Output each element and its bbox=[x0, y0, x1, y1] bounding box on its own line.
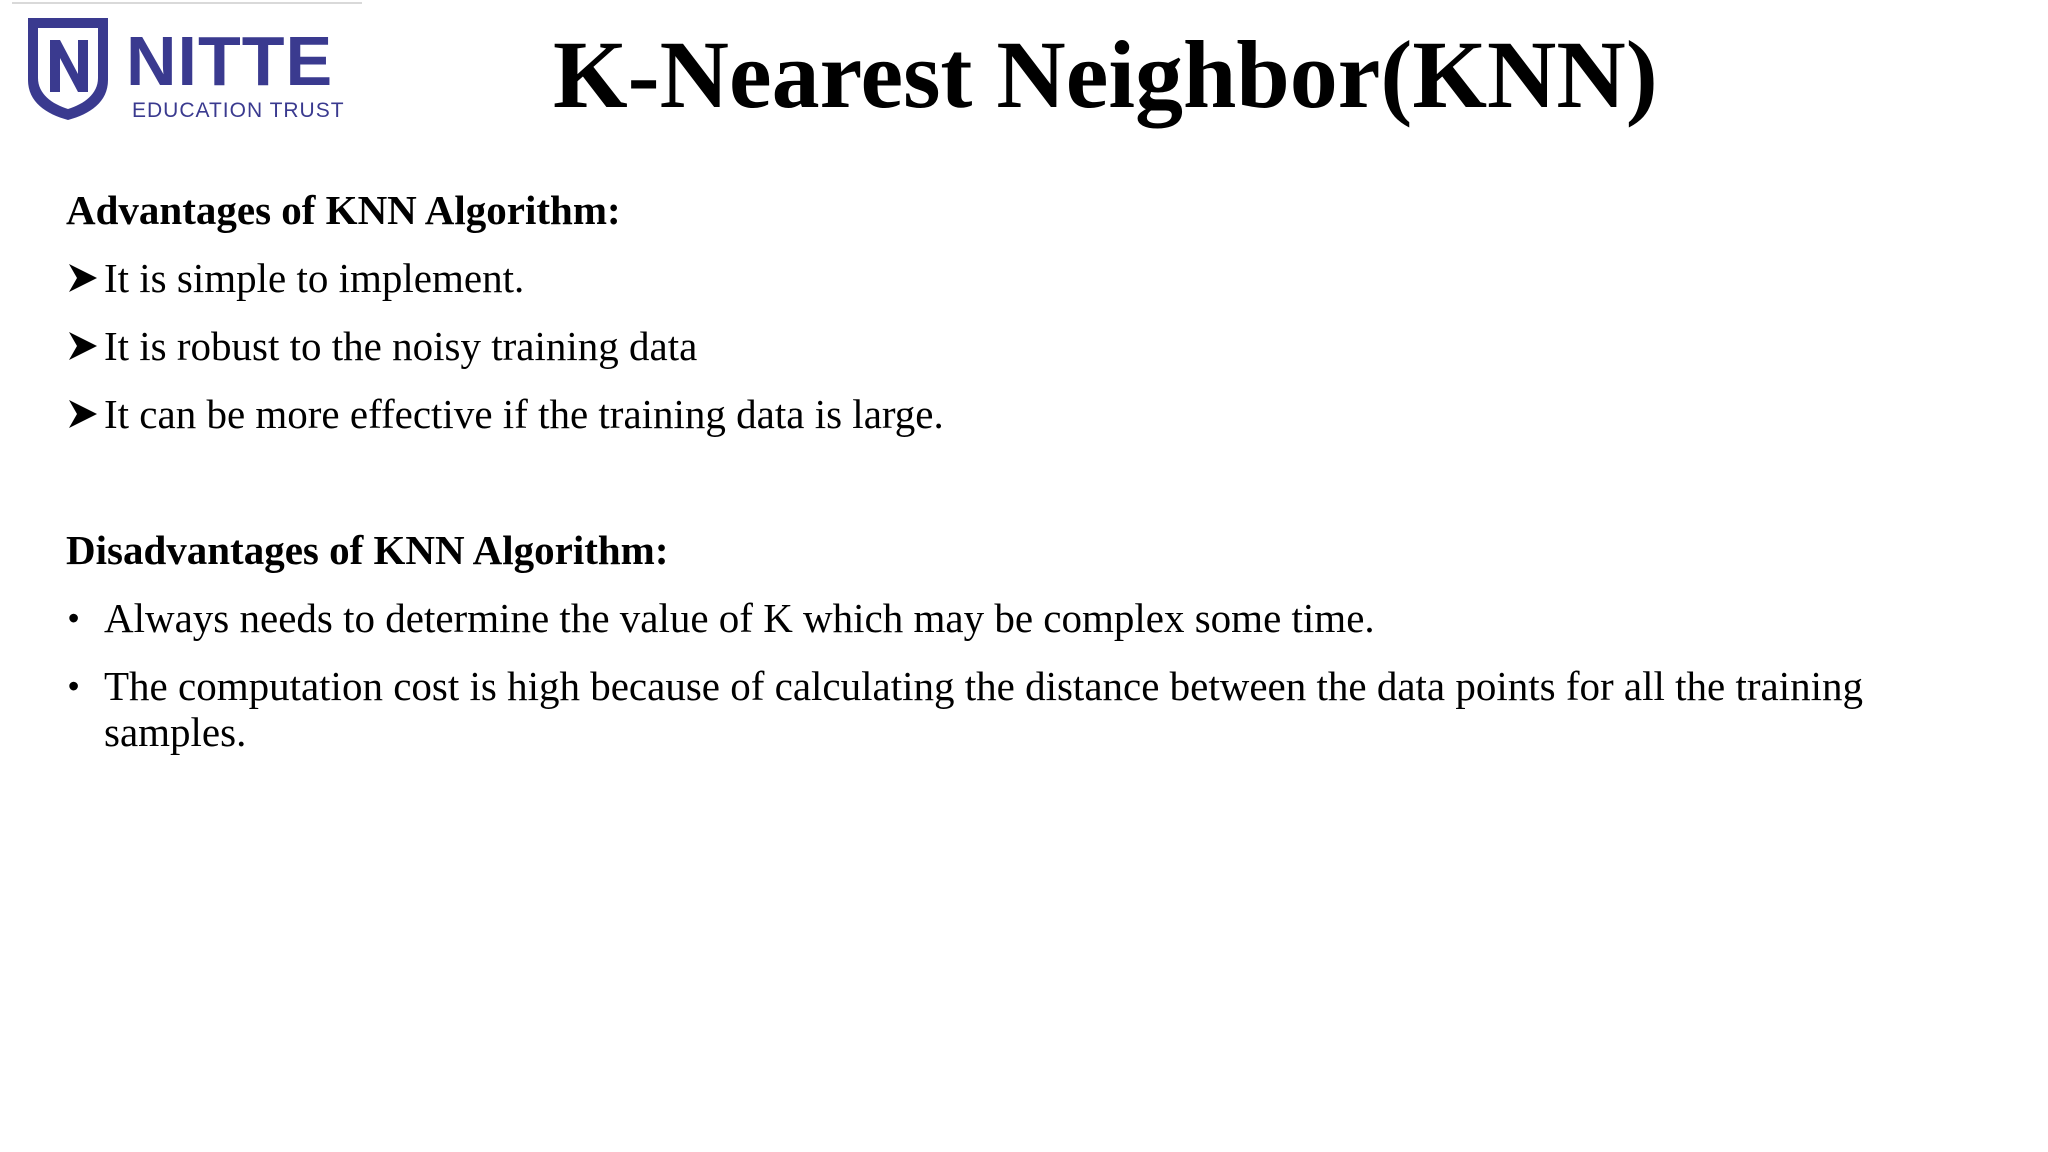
nitte-logo bbox=[12, 2, 362, 130]
disadvantages-heading: Disadvantages of KNN Algorithm: bbox=[66, 527, 669, 573]
advantage-item bbox=[66, 323, 1996, 369]
disadvantage-item bbox=[66, 595, 1996, 641]
advantage-text: It is simple to implement. bbox=[104, 255, 525, 301]
advantage-text: It is robust to the noisy training data bbox=[104, 323, 698, 369]
bullet-marker: • bbox=[68, 668, 80, 704]
advantage-text: It can be more effective if the training data is large. bbox=[104, 391, 944, 437]
slide-title: K-Nearest Neighbor(KNN) bbox=[553, 21, 1658, 128]
advantage-item bbox=[66, 255, 1996, 301]
bullet-marker: • bbox=[68, 600, 80, 636]
disadvantage-text: The computation cost is high because of calculating the distance between the data points for all the training samples. bbox=[104, 663, 1864, 755]
logo-subtitle: EDUCATION TRUST bbox=[132, 99, 345, 122]
advantage-item bbox=[66, 391, 1996, 437]
logo-name: NITTE bbox=[126, 22, 334, 100]
disadvantage-item bbox=[66, 663, 1996, 755]
nitte-shield-icon bbox=[20, 14, 116, 122]
advantages-heading: Advantages of KNN Algorithm: bbox=[66, 187, 621, 233]
disadvantage-text: Always needs to determine the value of K which may be complex some time. bbox=[104, 595, 1375, 641]
